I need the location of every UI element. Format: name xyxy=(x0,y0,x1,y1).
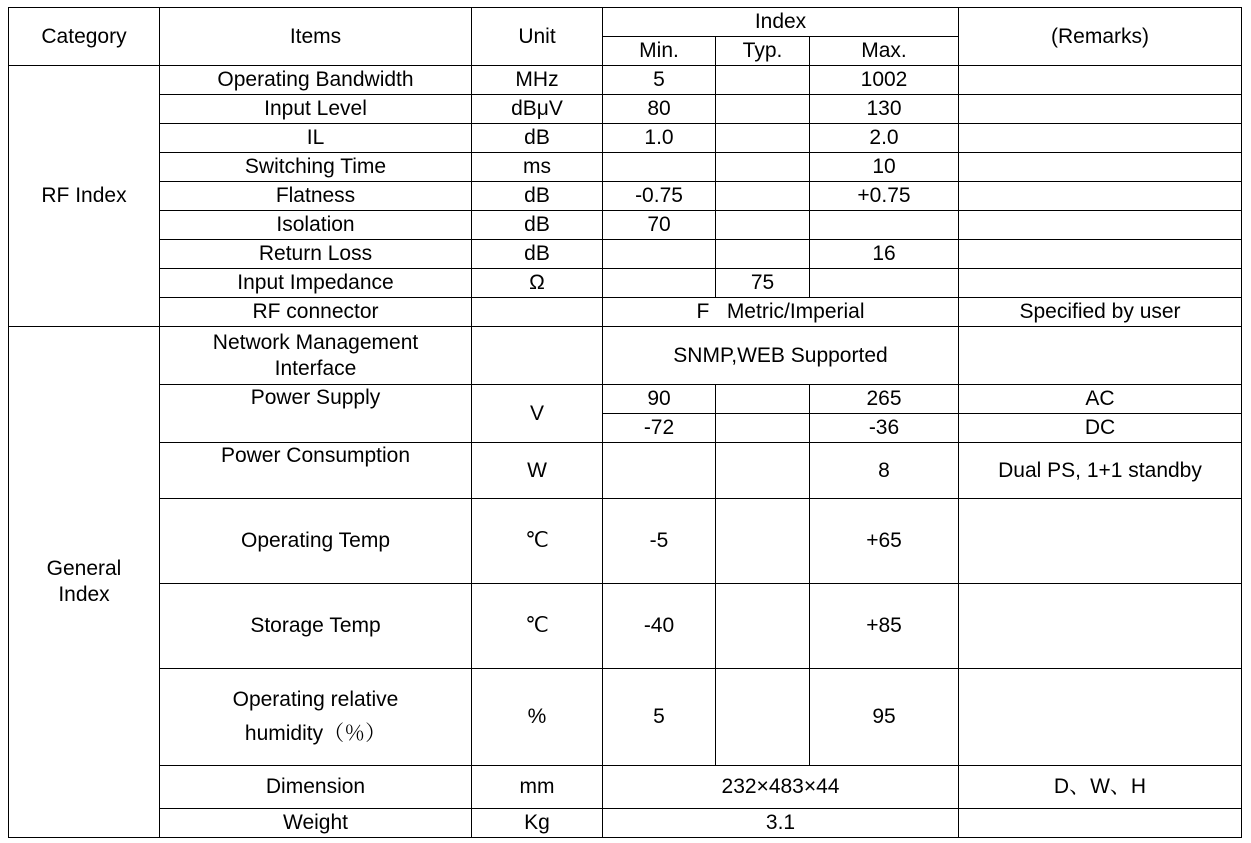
remarks-cell xyxy=(959,240,1242,269)
unit-cell: ℃ xyxy=(472,584,603,669)
table-row xyxy=(9,584,1242,669)
typ-cell xyxy=(716,182,810,211)
header-max: Max. xyxy=(810,37,959,66)
min-cell: 5 xyxy=(603,66,716,95)
item-cell: IL xyxy=(160,124,472,153)
header-unit: Unit xyxy=(472,8,603,66)
unit-cell: mm xyxy=(472,766,603,809)
item-cell: Input Level xyxy=(160,95,472,124)
general-category-line1: General xyxy=(46,557,122,580)
min-cell xyxy=(603,153,716,182)
header-min: Min. xyxy=(603,37,716,66)
remarks-cell xyxy=(959,269,1242,298)
humidity-item-line1: Operating relative xyxy=(232,688,399,711)
typ-cell xyxy=(716,153,810,182)
typ-cell xyxy=(716,385,810,414)
table-row xyxy=(9,153,1242,182)
max-cell xyxy=(810,211,959,240)
table-row xyxy=(9,669,1242,766)
typ-cell xyxy=(716,66,810,95)
header-typ: Typ. xyxy=(716,37,810,66)
unit-cell: dB xyxy=(472,240,603,269)
max-cell: 1002 xyxy=(810,66,959,95)
remarks-cell xyxy=(959,327,1242,385)
min-cell: 1.0 xyxy=(603,124,716,153)
min-cell: -40 xyxy=(603,584,716,669)
unit-cell: % xyxy=(472,669,603,766)
rf-category-cell: RF Index xyxy=(9,66,160,327)
max-cell: +85 xyxy=(810,584,959,669)
unit-cell: V xyxy=(472,385,603,443)
typ-cell xyxy=(716,240,810,269)
unit-cell xyxy=(472,298,603,327)
item-cell: Isolation xyxy=(160,211,472,240)
remarks-cell xyxy=(959,95,1242,124)
unit-cell: dBμV xyxy=(472,95,603,124)
item-cell: Power Consumption xyxy=(160,443,472,499)
remarks-cell xyxy=(959,809,1242,838)
remarks-cell: DC xyxy=(959,414,1242,443)
table-row xyxy=(9,182,1242,211)
min-cell: 70 xyxy=(603,211,716,240)
min-cell: -0.75 xyxy=(603,182,716,211)
unit-cell: MHz xyxy=(472,66,603,95)
nmi-item-line2: Interface xyxy=(274,356,357,380)
unit-cell: dB xyxy=(472,124,603,153)
min-cell: -5 xyxy=(603,499,716,584)
table-row xyxy=(9,269,1242,298)
general-category-cell xyxy=(9,327,160,838)
item-cell: Storage Temp xyxy=(160,584,472,669)
remarks-cell xyxy=(959,211,1242,240)
index-cell: F Metric/Imperial xyxy=(603,298,959,327)
table-row xyxy=(9,211,1242,240)
nmi-item-line1: Network Management xyxy=(212,330,419,354)
typ-cell xyxy=(716,211,810,240)
unit-cell: ℃ xyxy=(472,499,603,584)
max-cell: 95 xyxy=(810,669,959,766)
min-cell xyxy=(603,240,716,269)
table-row xyxy=(9,766,1242,809)
table-row xyxy=(9,95,1242,124)
table-row xyxy=(9,327,1242,385)
unit-cell: dB xyxy=(472,182,603,211)
table-row xyxy=(9,240,1242,269)
item-cell: Weight xyxy=(160,809,472,838)
min-cell: -72 xyxy=(603,414,716,443)
item-cell: Power Supply xyxy=(160,385,472,443)
typ-cell: 75 xyxy=(716,269,810,298)
table-row xyxy=(9,66,1242,95)
header-items: Items xyxy=(160,8,472,66)
spec-table xyxy=(8,7,1242,838)
min-cell xyxy=(603,269,716,298)
remarks-cell: D、W、H xyxy=(959,766,1242,809)
max-cell: 10 xyxy=(810,153,959,182)
index-cell: 3.1 xyxy=(603,809,959,838)
max-cell: 130 xyxy=(810,95,959,124)
remarks-cell xyxy=(959,499,1242,584)
index-cell: 232×483×44 xyxy=(603,766,959,809)
remarks-cell xyxy=(959,669,1242,766)
max-cell: +65 xyxy=(810,499,959,584)
max-cell: -36 xyxy=(810,414,959,443)
remarks-cell xyxy=(959,66,1242,95)
table-row xyxy=(9,298,1242,327)
typ-cell xyxy=(716,95,810,124)
item-cell: Input Impedance xyxy=(160,269,472,298)
max-cell: 265 xyxy=(810,385,959,414)
min-cell: 80 xyxy=(603,95,716,124)
typ-cell xyxy=(716,443,810,499)
unit-cell xyxy=(472,327,603,385)
typ-cell xyxy=(716,499,810,584)
max-cell: +0.75 xyxy=(810,182,959,211)
max-cell: 2.0 xyxy=(810,124,959,153)
typ-cell xyxy=(716,414,810,443)
item-cell: Switching Time xyxy=(160,153,472,182)
remarks-cell: Specified by user xyxy=(959,298,1242,327)
header-row xyxy=(9,8,1242,37)
header-index: Index xyxy=(603,8,959,37)
item-cell: Dimension xyxy=(160,766,472,809)
max-cell xyxy=(810,269,959,298)
item-cell xyxy=(160,327,472,385)
min-cell: 5 xyxy=(603,669,716,766)
table-row xyxy=(9,124,1242,153)
header-category: Category xyxy=(9,8,160,66)
remarks-cell xyxy=(959,584,1242,669)
unit-cell: ms xyxy=(472,153,603,182)
item-cell: Operating Temp xyxy=(160,499,472,584)
unit-cell: Ω xyxy=(472,269,603,298)
item-cell: Return Loss xyxy=(160,240,472,269)
table-row xyxy=(9,443,1242,499)
typ-cell xyxy=(716,584,810,669)
index-cell: SNMP,WEB Supported xyxy=(603,327,959,385)
header-remarks: (Remarks) xyxy=(959,8,1242,66)
remarks-cell: AC xyxy=(959,385,1242,414)
humidity-item-line2: humidity（％） xyxy=(244,722,387,745)
item-cell: RF connector xyxy=(160,298,472,327)
item-cell: Flatness xyxy=(160,182,472,211)
typ-cell xyxy=(716,669,810,766)
table-row xyxy=(9,385,1242,414)
unit-cell: W xyxy=(472,443,603,499)
item-cell xyxy=(160,669,472,766)
item-cell: Operating Bandwidth xyxy=(160,66,472,95)
typ-cell xyxy=(716,124,810,153)
table-row xyxy=(9,499,1242,584)
table-row xyxy=(9,809,1242,838)
unit-cell: Kg xyxy=(472,809,603,838)
min-cell: 90 xyxy=(603,385,716,414)
remarks-cell xyxy=(959,153,1242,182)
general-category-line2: Index xyxy=(58,583,110,606)
max-cell: 16 xyxy=(810,240,959,269)
unit-cell: dB xyxy=(472,211,603,240)
max-cell: 8 xyxy=(810,443,959,499)
remarks-cell: Dual PS, 1+1 standby xyxy=(959,443,1242,499)
min-cell xyxy=(603,443,716,499)
remarks-cell xyxy=(959,182,1242,211)
remarks-cell xyxy=(959,124,1242,153)
